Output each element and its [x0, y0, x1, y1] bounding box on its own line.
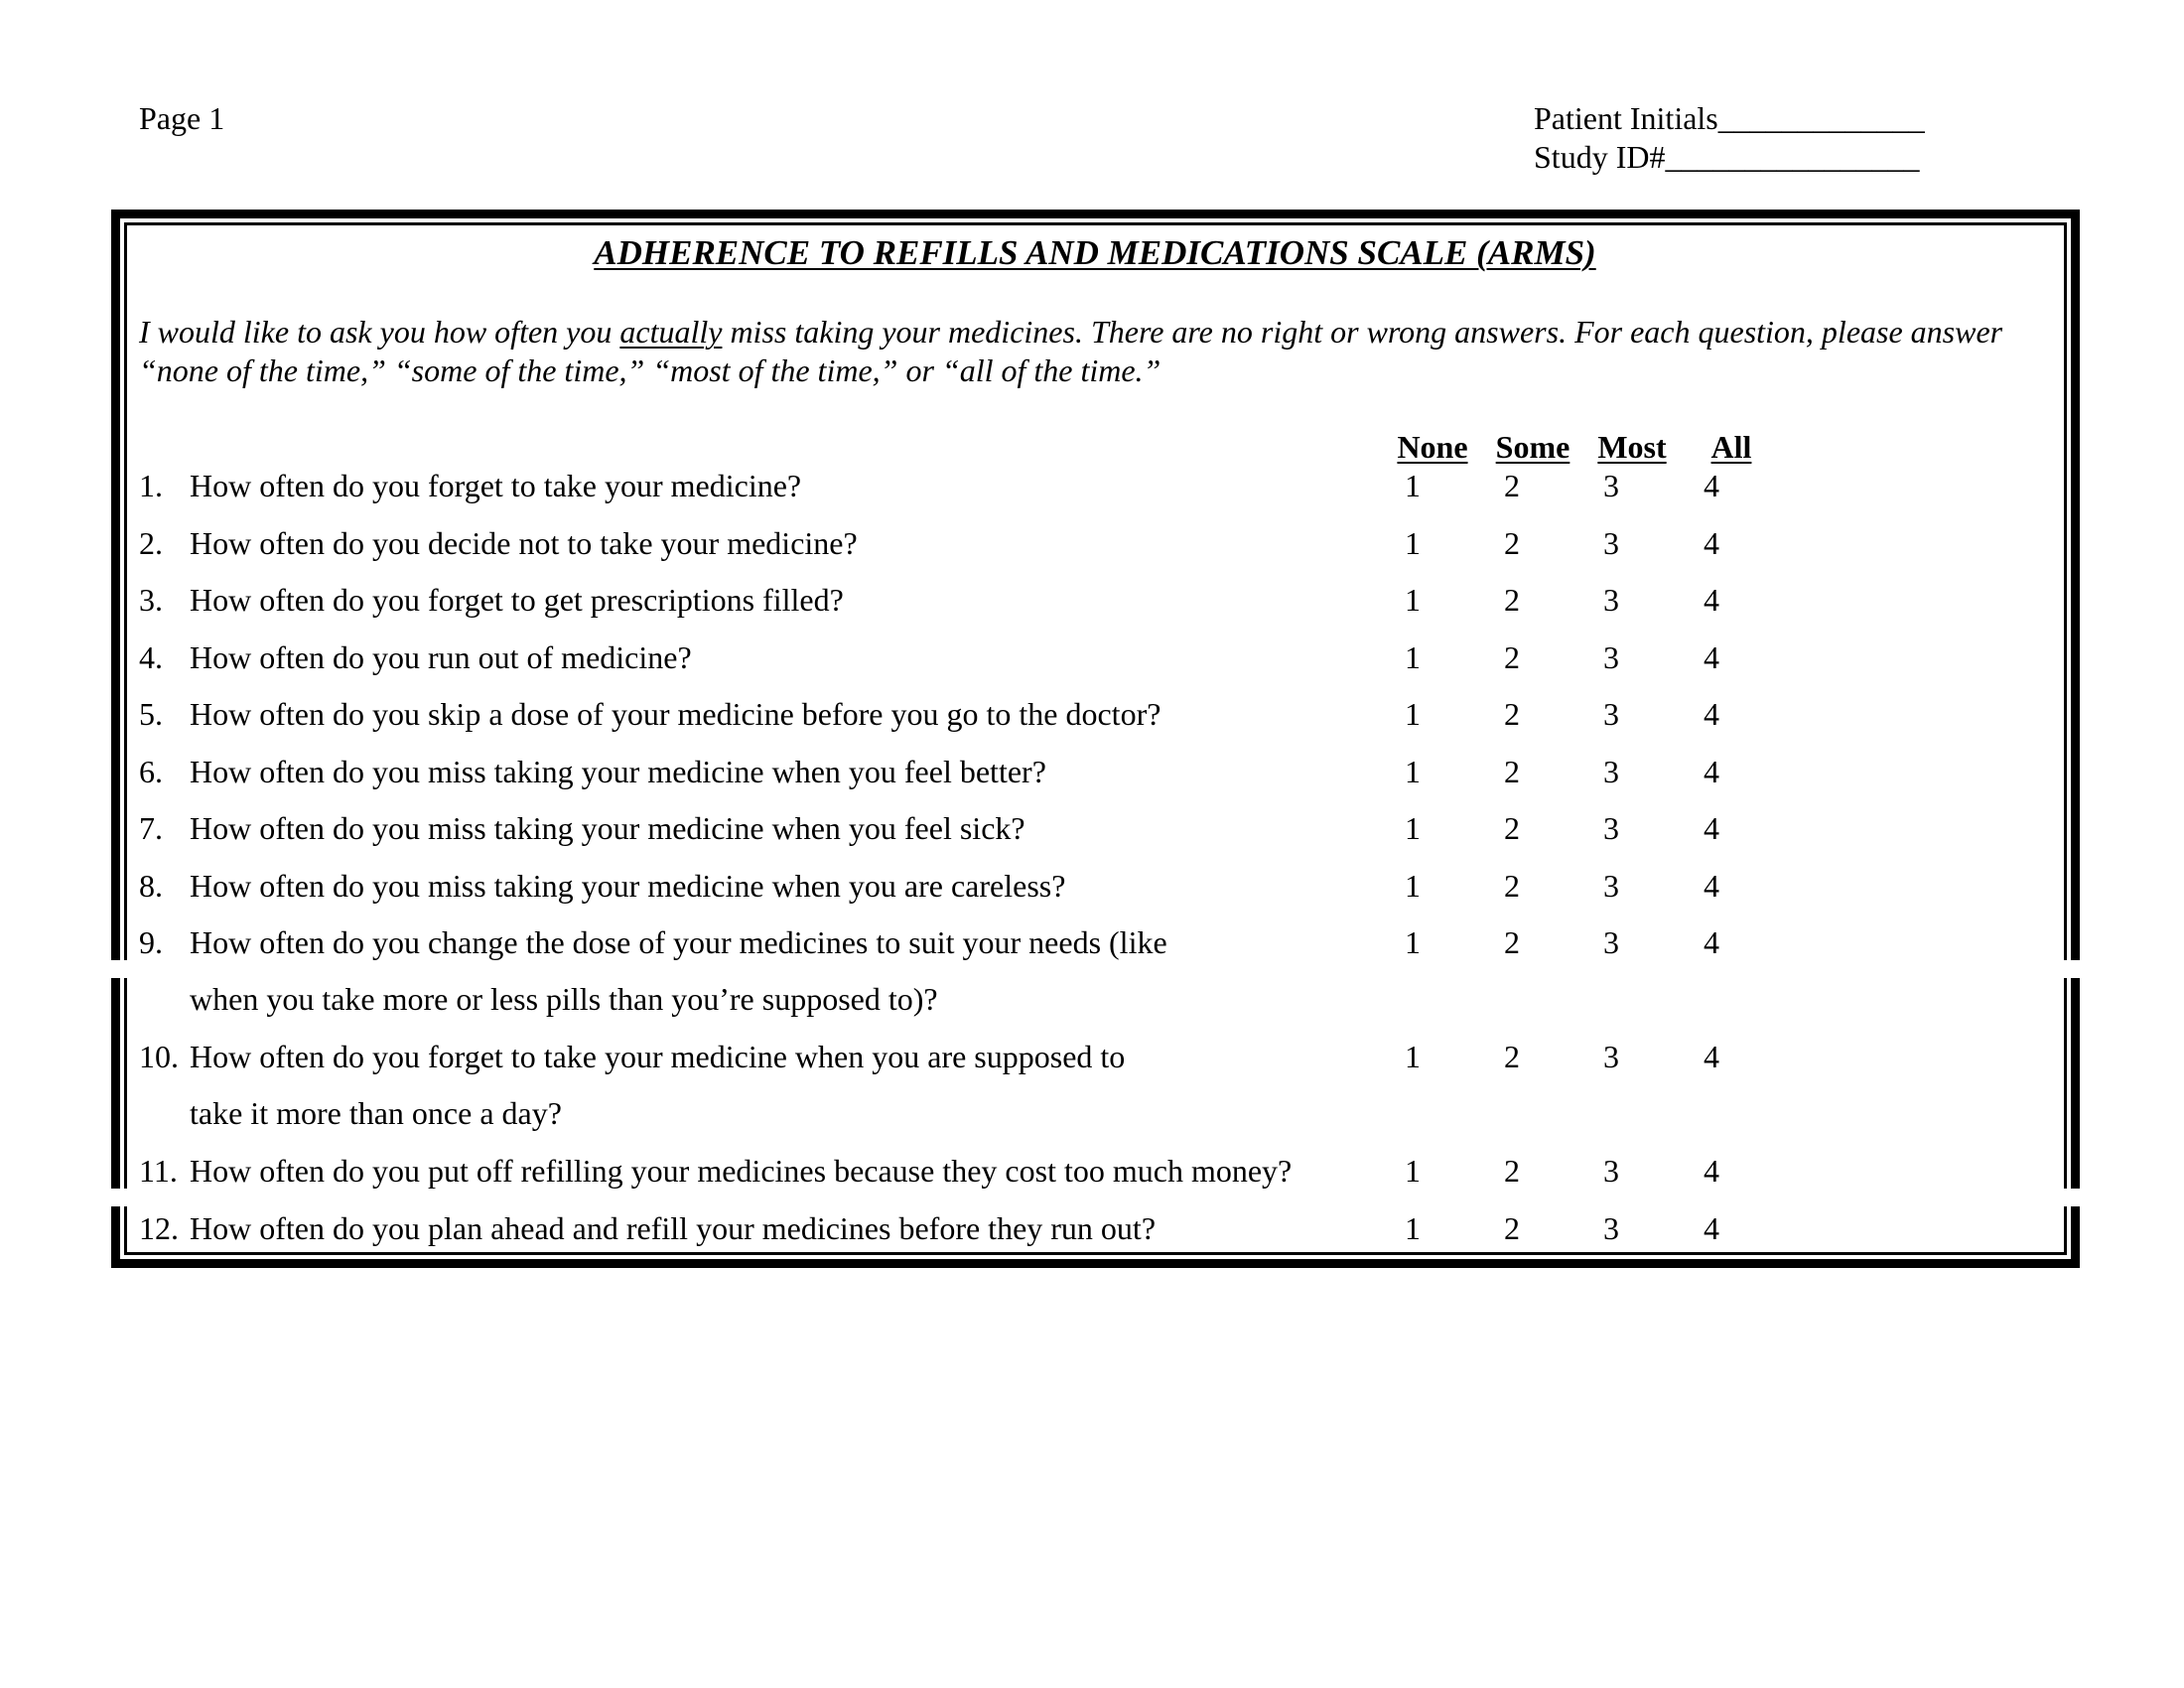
instructions-end: miss taking your medicines. There are no right or wrong answers. For each question, please answer “none of the time,” “some of the time,” “most of the time,” or “all of the time.”	[139, 314, 2003, 388]
score-option-some[interactable]: 2	[1504, 639, 1520, 675]
column-header-all: All	[1710, 429, 1752, 465]
score-option-none[interactable]: 1	[1405, 525, 1421, 561]
question-row	[139, 695, 2025, 752]
score-option-most[interactable]: 3	[1603, 754, 1619, 789]
score-option-all[interactable]: 4	[1704, 810, 1719, 846]
score-option-most[interactable]: 3	[1603, 924, 1619, 960]
question-number: 1.	[139, 468, 163, 503]
score-option-most[interactable]: 3	[1603, 1039, 1619, 1074]
question-row	[139, 524, 2025, 581]
score-option-all[interactable]: 4	[1704, 468, 1719, 503]
question-number: 5.	[139, 696, 163, 732]
question-number: 6.	[139, 754, 163, 789]
question-text-continued: take it more than once a day?	[190, 1095, 562, 1131]
score-option-none[interactable]: 1	[1405, 582, 1421, 618]
score-option-some[interactable]: 2	[1504, 468, 1520, 503]
question-number: 9.	[139, 924, 163, 960]
score-option-most[interactable]: 3	[1603, 582, 1619, 618]
question-number: 2.	[139, 525, 163, 561]
score-option-some[interactable]: 2	[1504, 924, 1520, 960]
question-row	[139, 581, 2025, 637]
score-option-none[interactable]: 1	[1405, 1210, 1421, 1246]
score-option-all[interactable]: 4	[1704, 582, 1719, 618]
score-option-none[interactable]: 1	[1405, 468, 1421, 503]
score-option-all[interactable]: 4	[1704, 1039, 1719, 1074]
question-text-continued: when you take more or less pills than you’re supposed to)?	[190, 981, 938, 1017]
score-option-most[interactable]: 3	[1603, 468, 1619, 503]
score-option-all[interactable]: 4	[1704, 639, 1719, 675]
question-row	[139, 809, 2025, 866]
border-gap-right-2	[2063, 1189, 2081, 1206]
score-option-none[interactable]: 1	[1405, 810, 1421, 846]
score-option-all[interactable]: 4	[1704, 696, 1719, 732]
score-option-most[interactable]: 3	[1603, 868, 1619, 904]
score-option-none[interactable]: 1	[1405, 924, 1421, 960]
question-number: 4.	[139, 639, 163, 675]
question-text: How often do you miss taking your medicine when you are careless?	[190, 868, 1066, 904]
score-option-all[interactable]: 4	[1704, 1153, 1719, 1189]
question-text: How often do you forget to get prescriptions filled?	[190, 582, 844, 618]
score-option-most[interactable]: 3	[1603, 1153, 1619, 1189]
column-header-some: Some	[1495, 429, 1570, 465]
instructions-start: I would like to ask you how often you	[139, 314, 620, 350]
question-text: How often do you plan ahead and refill your medicines before they run out?	[190, 1210, 1157, 1246]
border-gap-left-2	[109, 1189, 127, 1206]
score-option-most[interactable]: 3	[1603, 639, 1619, 675]
score-option-some[interactable]: 2	[1504, 1039, 1520, 1074]
score-option-some[interactable]: 2	[1504, 1153, 1520, 1189]
score-option-none[interactable]: 1	[1405, 639, 1421, 675]
question-text: How often do you change the dose of your medicines to suit your needs (like	[190, 924, 1167, 960]
column-header-most: Most	[1597, 429, 1667, 465]
page-number: Page 1	[139, 100, 225, 136]
score-option-some[interactable]: 2	[1504, 868, 1520, 904]
question-row	[139, 467, 2025, 523]
border-gap-right-1	[2063, 960, 2081, 978]
patient-initials-field[interactable]: Patient Initials_____________	[1534, 100, 1925, 136]
form-title: ADHERENCE TO REFILLS AND MEDICATIONS SCALE (ARMS)	[594, 233, 1596, 272]
instructions	[139, 313, 2025, 390]
question-number: 7.	[139, 810, 163, 846]
question-number: 8.	[139, 868, 163, 904]
score-option-some[interactable]: 2	[1504, 582, 1520, 618]
question-text: How often do you run out of medicine?	[190, 639, 692, 675]
question-row	[139, 1209, 2025, 1266]
score-option-some[interactable]: 2	[1504, 810, 1520, 846]
question-row	[139, 867, 2025, 923]
question-text: How often do you skip a dose of your medicine before you go to the doctor?	[190, 696, 1161, 732]
score-option-all[interactable]: 4	[1704, 868, 1719, 904]
score-option-some[interactable]: 2	[1504, 1210, 1520, 1246]
question-text: How often do you decide not to take your medicine?	[190, 525, 858, 561]
question-text: How often do you miss taking your medicine when you feel better?	[190, 754, 1046, 789]
question-text: How often do you forget to take your medicine?	[190, 468, 802, 503]
question-row	[139, 923, 2025, 1017]
question-row	[139, 638, 2025, 695]
score-option-some[interactable]: 2	[1504, 754, 1520, 789]
question-number: 12.	[139, 1210, 179, 1246]
border-gap-left-1	[109, 960, 127, 978]
question-row	[139, 753, 2025, 809]
question-number: 3.	[139, 582, 163, 618]
score-option-none[interactable]: 1	[1405, 1039, 1421, 1074]
question-number: 11.	[139, 1153, 178, 1189]
column-header-none: None	[1397, 429, 1468, 465]
score-option-some[interactable]: 2	[1504, 525, 1520, 561]
instructions-emphasis: actually	[619, 314, 723, 350]
score-option-most[interactable]: 3	[1603, 810, 1619, 846]
score-option-none[interactable]: 1	[1405, 1153, 1421, 1189]
score-option-most[interactable]: 3	[1603, 1210, 1619, 1246]
question-text: How often do you put off refilling your medicines because they cost too much money?	[190, 1153, 1293, 1189]
question-number: 10.	[139, 1039, 179, 1074]
score-option-most[interactable]: 3	[1603, 525, 1619, 561]
study-id-field[interactable]: Study ID#________________	[1534, 139, 1920, 175]
question-row	[139, 1152, 2025, 1208]
score-option-all[interactable]: 4	[1704, 1210, 1719, 1246]
patient-info-block	[1534, 99, 1925, 177]
score-option-all[interactable]: 4	[1704, 754, 1719, 789]
score-option-none[interactable]: 1	[1405, 754, 1421, 789]
question-text: How often do you forget to take your medicine when you are supposed to	[190, 1039, 1126, 1074]
score-option-some[interactable]: 2	[1504, 696, 1520, 732]
score-option-none[interactable]: 1	[1405, 868, 1421, 904]
score-option-none[interactable]: 1	[1405, 696, 1421, 732]
question-row	[139, 1038, 2025, 1131]
question-text: How often do you miss taking your medicine when you feel sick?	[190, 810, 1025, 846]
score-option-all[interactable]: 4	[1704, 525, 1719, 561]
score-option-most[interactable]: 3	[1603, 696, 1619, 732]
score-option-all[interactable]: 4	[1704, 924, 1719, 960]
